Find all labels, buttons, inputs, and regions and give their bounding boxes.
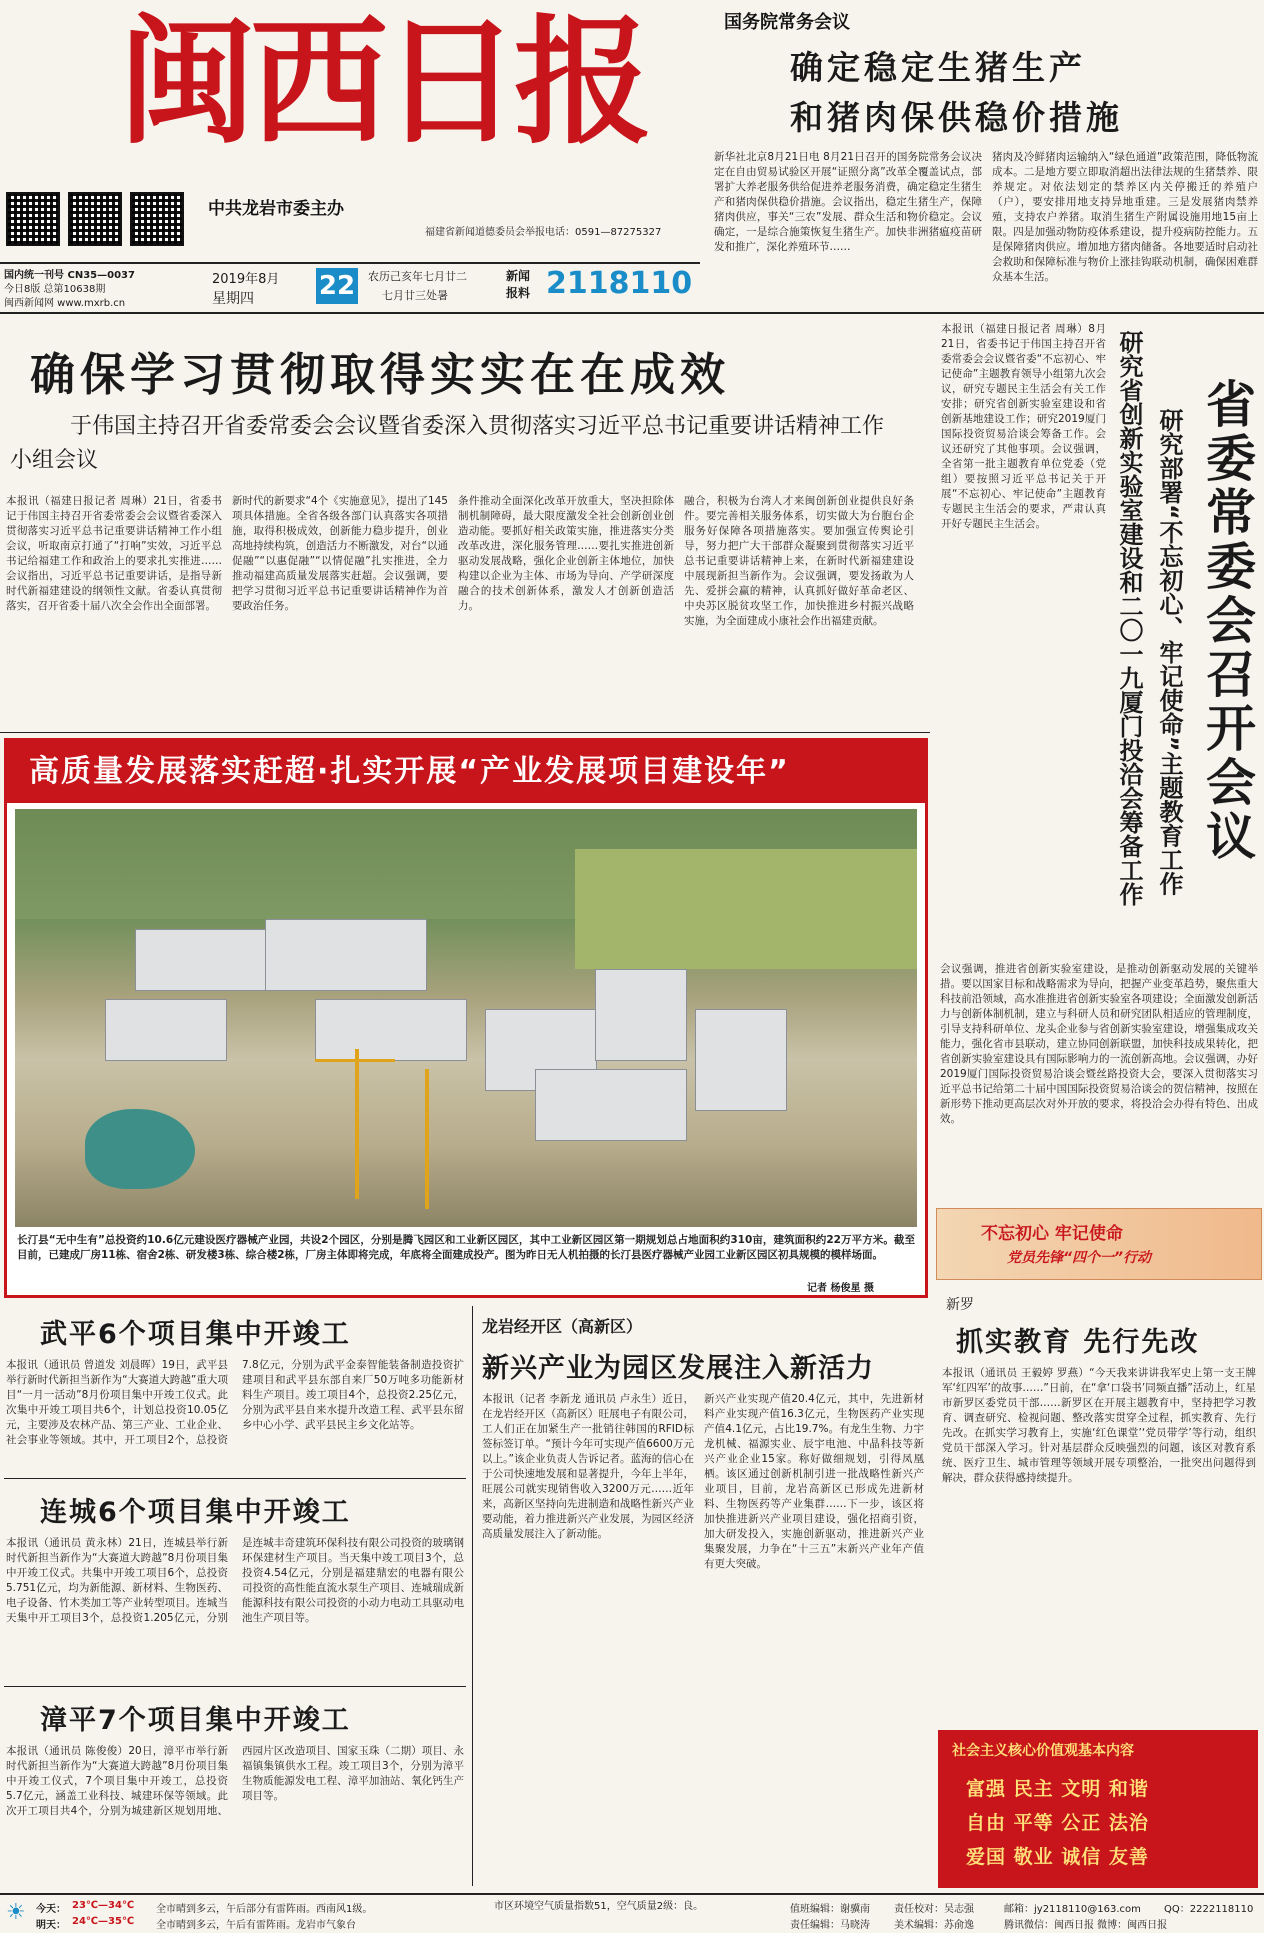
liancheng-story	[0, 1484, 470, 1684]
committee-body-2: 会议强调，推进省创新实验室建设，是推动创新驱动发展的关键举措。要以国家目标和战略需求为导向，把握产业变革趋势，聚焦重大科技前沿领域，高水准推进省创新实验室各项建设；全面激发创新活力与创新体制机制，建立与科研人员和研究团队相适应的管理制度，引导支持科研单位、龙头企业参与省创新实验室建设，增强集成攻关能力，强化省市县联动，建立协同创新联盟，加快科技成果转化，把省创新实验室建设具有国际影响力的一流创新高地。会议强调，办好2019厦门国际投资贸易洽谈会暨丝路投资大会，要深入贯彻落实习近平总书记给第二十届中国国际投资贸易洽谈会的贺信精神，按照在新形势下推动更高层次对外开放的要求，将投洽会办得有特色、出成效。	[940, 963, 1258, 1125]
lead-story	[0, 318, 930, 728]
air-quality: 市区环境空气质量指数51，空气质量2级：良。	[494, 1901, 704, 1912]
weekday: 星期四	[212, 291, 254, 307]
editor-1: 值班编辑：谢骥南	[790, 1904, 870, 1915]
zhangping-body: 本报讯（通讯员 陈俊俊）20日，漳平市举行新时代新担当新作为“大赛道大跨越”8月份项目集中开竣工仪式，7个项目集中开竣工，总投资5.7亿元，涵盖工业科技、城建环保等领域。此次开工项目共4个，分别为城建新区规划用地、西园片区改造项目、国家玉珠（二期）项目、永福镇集镇供水工程。竣工项目3个，分别为漳平生物质能源发电工程、漳平加油站、氧化钙生产项目等。	[6, 1745, 464, 1817]
building-7	[695, 1009, 787, 1111]
lead-col-1: 本报讯（福建日报记者 周琳）21日，省委书记于伟国主持召开省委常委会会议暨省委深入贯彻落实习近平总书记重要讲话精神工作小组会议，听取南京打通了“打响”实效，习近平总书记给福建工作和政治上的要求扎实推进……会议指出，习近平总书记重要讲话，是指导新时代新福建建设的纲领性文献。省委认真贯彻落实，召开省委十届八次全会作出全面部署。	[6, 495, 222, 612]
editor-4: 美术编辑：苏俞逸	[894, 1920, 974, 1931]
editor-2: 责任编辑：马晓涛	[790, 1920, 870, 1931]
photo-caption: 长汀县“无中生有”总投资约10.6亿元建设医疗器械产业园，共设2个园区，分别是腾飞园区和工业新区园区，其中工业新区园区第一期规划总占地面积约310亩，建筑面积约22万平方米。截至目前，已建成厂房11栋、宿舍2栋、研发楼3栋、综合楼2栋，厂房主体即将完成，年底将全面建成投产。图为昨日无人机拍摄的长汀县医疗器械产业园工业新区园区初具规模的模样场面。	[17, 1234, 915, 1261]
core-values-row-3: 爱国 敬业 诚信 友善	[966, 1846, 1149, 1868]
wuping-body: 本报讯（通讯员 曾道发 刘晨晖）19日，武平县举行新时代新担当新作为“大赛道大跨越”重大项目“一月一活动”8月份项目集中开竣工仪式。此次集中开竣工项目共6个，计划总投资10.05亿元，主要涉及农林产品、第三产业、工业企业、社会事业等领域。其中，开工项目2个，总投资7.8亿元，分别为武平金泰智能装备制造投资扩建项目和武平县东部自来厂50万吨多功能新材料生产项目。竣工项目4个，总投资2.25亿元，分别为武平县自来水提升改造工程、武平县东留乡中心小学、武平县民主乡文化站等。	[6, 1359, 464, 1446]
industrial-park-photo	[15, 809, 917, 1227]
lead-subhead: 于伟国主持召开省委常委会会议暨省委深入贯彻落实习近平总书记重要讲话精神工作小组会议	[10, 414, 885, 473]
masthead-rule	[0, 262, 700, 264]
zhangping-headline: 漳平7个项目集中开竣工	[40, 1705, 351, 1736]
contact-line: 福建省新闻道德委员会举报电话：0591—87275327	[425, 227, 662, 238]
lead-col-3: 条件推动全面深化改革开放重大，坚决担除体制机制障碍，最大限度激发全社会创新创业创造动能。要抓好相关政策实施，推进落实分类改革改进，深化服务管理……要扎实推进创新驱动发展战略，强化企业创新主体地位，加快构建以企业为主体、市场为导向、产学研深度融合的技术创新体系，激发人才创新创造活力。	[458, 495, 674, 612]
xinluo-headline: 抓实教育 先行先改	[956, 1327, 1200, 1358]
building-8	[535, 1069, 687, 1141]
date: 2019年8月	[212, 272, 280, 287]
photo-banner: 高质量发展落实赶超·扎实开展“产业发展项目建设年”	[7, 741, 925, 803]
hotline-label: 新闻报料	[506, 269, 531, 300]
committee-deck-1: 研究部署“不忘初心、牢记使命”主题教育工作	[1155, 408, 1183, 896]
mid-column-divider	[472, 1306, 473, 1886]
weather-icon: ☀	[6, 1900, 26, 1925]
committee-body-1: 本报讯（福建日报记者 周琳）8月21日，省委书记于伟国主持召开省委常委会会议暨省委“不忘初心、牢记使命”主题教育领导小组第九次会议，研究专题民主生活会有关工作安排；研究省创新实验室建设和省创新基地建设工作；研究2019厦门国际投资贸易洽谈会筹备工作。会议还研究了其他事项。会议强调，全省第一批主题教育单位党委（党组）要按照习近平总书记关于开展“不忘初心、牢记使命”主题教育专题民主生活会的要求，严肃认真开好专题民主生活会。	[941, 323, 1106, 530]
lead-bottom-rule	[0, 732, 930, 733]
date-day: 22	[316, 268, 358, 304]
longyan-body-1: 本报讯（记者 李新龙 通讯员 卢永生）近日，在龙岩经开区（高新区）旺展电子有限公司，工人们正在加紧生产一批销往韩国的RFID标签标签订单。“预计今年可实现产值6600万元以上。”该企业负责人告诉记者。蓝海的信心在于公司快速地发展和显著提升，今年上半年，旺展公司就实现销售收入3200万元……近年来，高新区坚持向先进制造和战略性新兴产业要动能，着力推进新兴产业发展，为园区经济高质量发展注入了新动能。	[482, 1393, 694, 1540]
qr-code-3	[130, 192, 184, 246]
state-council-kicker: 国务院常务会议	[724, 12, 850, 33]
state-council-body-2: 猪肉及冷鲜猪肉运输纳入“绿色通道”政策范围，降低物流成本。二是地方要立即取消超出法律法规的生猪禁养、限养规定。对依法划定的禁养区内关停搬迁的养殖户（户），要安排用地支持异地重建。三是发展猪肉禁养殖，支持农户养猪。取消生猪生产附属设施用地15亩上限。四是加强动物防疫体系建设，提升疫病防控能力。五是保障猪肉供应。增加地方猪肉储备。各地要适时启动社会救助和保障标准与物价上涨挂钩联动机制，确保困难群众基本生活。	[992, 151, 1258, 283]
lead-col-2: 新时代的新要求“4个《实施意见》，提出了145项具体措施。全省各级各部门认真落实各项措施，取得积极成效，创新能力稳步提升，创业高地持续构筑，创造活力不断激发，对台“以通促融”“以惠促融”“以情促融”扎实推进，全力推动福建高质量发展落实赶超。会议强调，要把学习贯彻习近平总书记重要讲话精神作为首要政治任务。	[232, 495, 448, 612]
xinluo-banner-1: 不忘初心 牢记使命	[981, 1224, 1123, 1244]
lead-headline: 确保学习贯彻取得实实在在成效	[30, 348, 731, 401]
lunar-date: 农历己亥年七月廿二	[368, 270, 467, 283]
tomorrow-label: 明天：	[36, 1920, 66, 1931]
sponsor: 中共龙岩市委主办	[208, 199, 344, 219]
state-council-story	[712, 0, 1260, 300]
crane-1	[355, 1049, 359, 1199]
pond	[85, 1109, 195, 1189]
footer	[0, 1896, 1264, 1933]
photo-credit: 记者 杨俊星 摄	[807, 1283, 874, 1294]
xinluo-kicker: 新罗	[946, 1297, 974, 1313]
masthead	[0, 0, 705, 309]
core-values-panel	[938, 1730, 1258, 1888]
wuping-story	[0, 1306, 470, 1476]
footer-qq: QQ：2222118110	[1164, 1904, 1254, 1915]
masthead-logo: 闽西日报	[118, 0, 647, 163]
footer-rule	[0, 1893, 1264, 1895]
crane-3	[425, 1069, 429, 1209]
tomorrow-weather: 全市晴到多云，午后有雷阵雨。龙岩市气象台	[156, 1920, 356, 1931]
building-4	[315, 999, 467, 1061]
state-council-headline-1: 确定稳定生猪生产	[790, 48, 1086, 87]
longyan-zone-story	[478, 1306, 928, 1886]
building-1	[135, 929, 277, 991]
xinluo-story	[936, 1284, 1260, 1724]
crane-2	[315, 1059, 395, 1062]
longyan-headline: 新兴产业为园区发展注入新活力	[482, 1353, 874, 1384]
footer-wechat: 腾讯微信：闽西日报 微博：闽西日报	[1004, 1920, 1168, 1931]
hotline-number: 2118110	[546, 266, 693, 301]
longyan-body-2: 新兴产业实现产值20.4亿元，其中，先进新材料产业实现产值16.3亿元，生物医药产业实现产值4.1亿元，占比19.7%。有龙生生物、力宇龙机械、福源实业、辰宇电池、中晶科技等新兴产业企业15家。称好做细规划，引得凤凰栖。该区通过创新机制引进一批战略性新兴产业项目，目前，龙岩高新区已形成先进新材料、生物医药等产业集群……下一步，该区将加快推进新兴产业项目建设，强化招商引资，加大研发投入，实施创新驱动，推进新兴产业集聚发展，力争在“十三五”末新兴产业年产值有更大突破。	[704, 1393, 924, 1570]
xinluo-banner	[936, 1208, 1262, 1280]
core-values-row-1: 富强 民主 文明 和谐	[966, 1778, 1149, 1800]
longyan-kicker: 龙岩经开区（高新区）	[482, 1317, 643, 1336]
core-values-row-2: 自由 平等 公正 法治	[966, 1812, 1149, 1834]
building-3	[105, 999, 227, 1061]
liancheng-rule	[4, 1686, 466, 1687]
liancheng-headline: 连城6个项目集中开竣工	[40, 1497, 351, 1528]
solar-term: 七月廿三处暑	[382, 289, 448, 302]
building-6	[595, 969, 687, 1061]
wuping-rule	[4, 1478, 466, 1479]
committee-headline: 省委常委会召开会议	[1198, 378, 1256, 864]
editor-3: 责任校对：吴志强	[894, 1904, 974, 1915]
state-council-headline-2: 和猪肉保供稳价措施	[790, 98, 1123, 137]
xinluo-banner-2: 党员先锋“四个一”行动	[1007, 1250, 1152, 1266]
lead-col-4: 融合，积极为台湾人才来闽创新创业提供良好条件。要完善相关服务体系，切实做大为台胞台企服务好保障各项措施落实。要加强宣传舆论引导，努力把广大干部群众凝聚到贯彻落实习近平总书记重要讲话精神上来，在新时代新福建建设中展现新担当新作为。会议强调，要发扬敢为人先、爱拼会赢的精神，认真抓好做好革命老区、中央苏区脱贫攻坚工作，加快推进乡村振兴战略实施，为全面建成小康社会作出福建贡献。	[684, 495, 914, 627]
website: 闽西新闻网 www.mxrb.cn	[4, 298, 126, 309]
xinluo-body: 本报讯（通讯员 王毅婷 罗燕）“今天我来讲讲我军史上第一支王牌军‘红四军’的故事……”日前，在“拿‘口袋书’同频直播”活动上，红星市新罗区委党员干部……新罗区在开展主题教育中，坚持把学习教育、调查研究、检视问题、整改落实贯穿全过程，抓实教育、先行先改。在抓实学习教育上，实施‘红色课堂’‘党员带学’等行动，组织党员干部深入学习。针对基层群众反映强烈的问题，该区对教育系统、医疗卫生、城市管理等领域开展专项整治，一批突出问题得到解决，群众获得感持续提升。	[942, 1367, 1256, 1484]
tomorrow-temp: 24℃—35℃	[72, 1916, 135, 1927]
field	[575, 849, 917, 969]
zhangping-story	[0, 1692, 470, 1892]
today-label: 今天：	[36, 1904, 66, 1915]
photo-section	[4, 738, 928, 1298]
cn-code: 国内统一刊号 CN35—0037	[4, 270, 135, 281]
building-2	[265, 919, 427, 991]
qr-code-1	[6, 192, 60, 246]
wuping-headline: 武平6个项目集中开竣工	[40, 1319, 351, 1350]
committee-deck-2: 研究省创新实验室建设和二〇一九厦门投洽会筹备工作	[1115, 330, 1143, 906]
top-divider	[0, 312, 1264, 314]
footer-email: 邮箱：jy2118110@163.com	[1004, 1904, 1141, 1915]
issue-number: 今日8版 总第10638期	[4, 284, 106, 295]
qr-code-2	[68, 192, 122, 246]
today-weather: 全市晴到多云，午后部分有雷阵雨。西南风1级。	[156, 1904, 373, 1915]
state-council-body-1: 新华社北京8月21日电 8月21日召开的国务院常务会议决定在自由贸易试验区开展“证照分离”改革全覆盖试点，部署扩大养老服务供给促进养老服务消费，确定稳定生猪生产和猪肉保供稳价措施。会议指出，稳定生猪生产，保障猪肉供应，事关“三农”发展、群众生活和物价稳定。会议确定，一是综合施策恢复生猪生产。加快非洲猪瘟疫苗研发和推广，深化养殖环节……	[714, 151, 982, 253]
liancheng-body: 本报讯（通讯员 黄永林）21日，连城县举行新时代新担当新作为“大赛道大跨越”8月份项目集中开竣工仪式。共集中开竣工项目6个，总投资5.751亿元，均为新能源、新材料、生物医药、电子设备、竹木类加工等产业转型项目。连城当天集中开工项目3个，总投资1.205亿元，分别是连城丰奇建筑环保科技有限公司投资的玻璃钢环保建材生产项目。当天集中竣工项目3个，总投资4.54亿元，分别是福建鼎宏的电器有限公司投资的高性能直流水泵生产项目、连城瑞成新能源科技有限公司投资的小动力电动工具驱动电池生产项目等。	[6, 1537, 464, 1624]
core-values-title: 社会主义核心价值观基本内容	[952, 1743, 1134, 1759]
today-temp: 23℃—34℃	[72, 1900, 135, 1911]
